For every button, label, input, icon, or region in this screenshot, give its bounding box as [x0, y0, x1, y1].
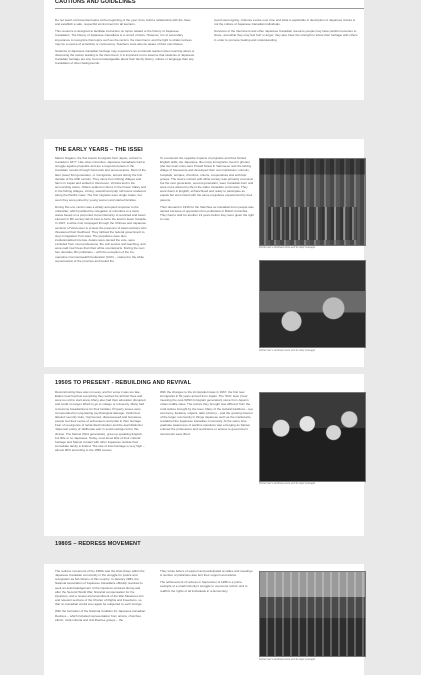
- guidelines-title: CAUTIONS AND GUIDELINES: [55, 0, 136, 5]
- issei-title: THE EARLY YEARS – THE ISSEI: [55, 147, 143, 153]
- guidelines-right-text: [214, 18, 359, 45]
- guidelines-divider: [55, 8, 364, 9]
- redress-caption: Fisherman's Hubbard store and its dept manager: [259, 658, 316, 661]
- postwar-caption: Fisherman's Hubbard store and its dept manager: [259, 482, 316, 485]
- redress-col1-text: [55, 569, 147, 625]
- issei-section: [44, 139, 364, 367]
- guidelines-left-p3: Students of Japanese Canadian heritage may experience an emotional reaction when learning about or discussing the racism leading to the internment. It is important not to assume that students of Japanese Canadian heritage are any more knowledgeable about their family history, culture or language than any Canadians of other backgrounds.: [55, 48, 195, 66]
- guidelines-right-p2: Survivors of the internment and other Japanese Canadian resource people may have painful memories to share, and while they may feel hurt or anger, they also have the strength to share their heritage with others in order to promote healing and understanding.: [214, 29, 358, 42]
- redress-col2-p2: The achievement of redress in September of 1988 is a prime example of a small minority's struggle to overcome racism and to reaffirm the rights of all individuals in a democracy.: [160, 580, 248, 593]
- issei-col1-p2: During this era, racism was a widely accepted response to the unfamiliar, which justified the relegation of minorities to a lower status based on a purported moral inferiority. A restricted and Asian element in BC society did its best to force the lead to leave Canada. In 1907, a white mob rampaged through the Chinese and Japanese sections of Vancouver to protest the presence of Asian workers who threatened their livelihood. They lobbied the federal government to stop immigration from Asia. The prejudices were also institutionalized into law. Asians were denied the vote, were excluded from most professions, the civil service and teaching, and were paid much less than their white counterparts. During the next four decades, BC politicians – with the exception of the Co-operative Commonwealth Federation (CCF) – catered to the white supremacists of the province and fueled the: [55, 204, 147, 263]
- guidelines-right-p1: Avoid stereotyping. Cultures evolve over time and what is applicable in description of Japanese culture is not the culture of Japanese Canadian individuals.: [214, 18, 356, 27]
- guidelines-section: [44, 0, 364, 100]
- issei-col1-p1: Manzo Nagano, the first known immigrant from Japan, arrived in Canada in 1877. Like other minorities, Japanese Canadians had to struggle against prejudice and are a respected place in the Canadian mosaic through hard work and perseverance. Most of the later (issei) first generation, or immigrants, arrived during the first decade of the 20th century. They came from fishing villages and farms in Japan and settled in Vancouver, Victoria and in the surrounding towns. Others settled on farms in the Fraser Valley and in the fishing villages, mining, sawmill and pulp mill towns scattered along the Pacific coast. The first migrants were single males, but soon they were joined by young women and started families.: [55, 156, 147, 202]
- redress-section: [44, 541, 364, 675]
- issei-photo-street: [259, 260, 366, 348]
- redress-col2-text: [160, 569, 254, 596]
- issei-caption-2: Fisherman's Hubbard store and its dept manager: [259, 349, 316, 352]
- issei-caption-1: Fisherman's Hubbard store and its dept manager: [259, 246, 316, 249]
- postwar-title: 1950S TO PRESENT - REBUILDING AND REVIVAL: [55, 380, 192, 386]
- issei-photo-store: [259, 158, 366, 246]
- guidelines-left-text: [55, 18, 195, 69]
- postwar-col2-p1: With the changes to the immigration laws in 1967, the first new immigrants in 50 years arrived from Japan. The 'Shin' Issei ('new' meaning the post-WWII immigrant generation) came from Japan's urban middle class. The culture they brought was different from the rural culture brought by the Issei. Many of the cultural traditions – tea ceremony, ikebana, origami, taiko (drums) – and the growing interest of the larger community in things Japanese such as the martial arts, revitalized the Japanese Canadian community. At the same time, graduate awareness of wartime injustices was emerging as Sansei entered the professions and restrictions or access to government documents were lifted.: [160, 390, 253, 436]
- postwar-col2-text: [160, 390, 254, 439]
- redress-photo-march: [259, 571, 366, 657]
- issei-col1-text: [55, 156, 147, 266]
- redress-title: 1980S – REDRESS MOVEMENT: [55, 541, 141, 547]
- issei-col2-p1: To counteract the negative impacts of prejudice and their limited English skills, the Japanese, like many immigrants, lived in ghettos (the two main ones were Powell Street in Vancouver and the fishing village of Steveston) and developed their own institutions: schools, hospitals, temples, churches, unions, cooperatives and self-help groups. The Issei's contact with white society was primarily economic but the next generation, second generation, were Canadian-born and were more attuned to life in the wider Canadian community. They were fluent in English, enfranchised and ready to participate as equals but were faced with the same prejudices experienced by their parents.: [160, 156, 254, 202]
- postwar-section: [44, 374, 364, 536]
- redress-col1-p2: With the formation of the National Coalition for Japanese Canadian Redress – which included representation from unions, churches, ethnic, multi-cultural and civil liberties groups – the: [55, 609, 146, 622]
- issei-col2-p2: Their demand in 1936 for the franchise as Canadian-born people was denied because of opposition from politicians in British Columbia. They had to wait for another 13 years before they were given the right to vote.: [160, 204, 254, 222]
- guidelines-left-p2: This resource is designed to facilitate instruction on topics related to the history of Japanese Canadians. The history of Japanese Canadians is a record of facts. However, it is of secondary importance to recognize that topics such as the racism, the internment, and the fight to obtain redress may be a source of sensitivity or controversy. Teachers must also be aware of their own biases.: [55, 29, 192, 46]
- postwar-col1-text: [55, 390, 147, 455]
- postwar-photo-crowd: [259, 392, 366, 482]
- guidelines-left-p1: Do not teach controversial topics at the beginning of the year. First, build a relationship with the class and establish a safe, respectful environment for all learners.: [55, 18, 191, 27]
- redress-col2-p1: They wrote letters of support and participated at rallies and meetings. A number of politicians also lent their support and advice.: [160, 569, 254, 578]
- postwar-col1-p1: Reconstructing lives was not easy, and for some it was too late. Elders near had lost everything they worked for all their lives and were too old to start anew. Many also had their education disrupted and could no longer afford to go to college or university. Many had to become breadwinners for their families. Property losses were compounded by long-lasting psychological damage. Victimized, labeled 'security risks,' imprisoned, dispossessed and homeless, people lost their sense of self-esteem and pride in their heritage. Fear of resurgence of racial discrimination and the assimilationist 'dispersal' policy of 'deliberate ads' in social settings led to this shame. The Sansei (third generation), grew up speaking English, but little or no Japanese. Today, most know little of their cultural heritage and Sansei contact with other Japanese outside their immediate family is limited. The rate of intermarriage is very high – almost 90% according to the 1996 census.: [55, 390, 146, 453]
- issei-col2-text: [160, 156, 254, 224]
- redress-col1-p1: The redress movement of the 1980s was the final phase within the Japanese Canadian community in the struggle for justice and recognition as full citizens of this country. In January 1984, the National Association of Japanese Canadians officially resolved to seek an acknowledgement of the injustices endured during and after the Second World War, financial compensation for the injustices, and a review and amendment of the War Measures Act and relevant sections of the Charter of Rights and Freedoms, so that no Canadian would ever again be subjected to such wrongs.: [55, 569, 145, 607]
